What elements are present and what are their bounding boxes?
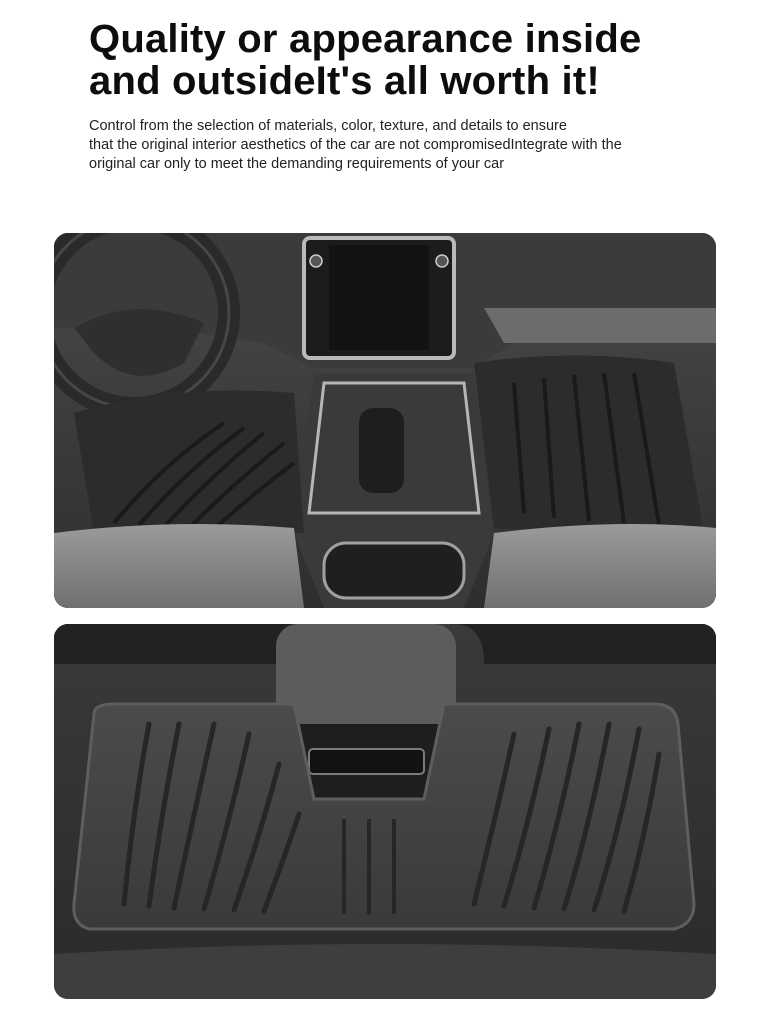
driver-seat xyxy=(54,524,304,608)
rear-console-armrest xyxy=(276,624,456,729)
passenger-seat xyxy=(484,524,716,608)
description-line-3: original car only to meet the demanding requirements of your car xyxy=(89,156,505,172)
description xyxy=(89,117,729,174)
headline xyxy=(89,18,729,102)
rear-seat-cushion xyxy=(54,944,716,999)
headline-line-1: Quality or appearance inside xyxy=(89,17,642,61)
rear-air-vents xyxy=(309,749,424,774)
description-line-2: that the original interior aesthetics of the car are not compromisedIntegrate with the xyxy=(89,137,622,153)
tune-knob xyxy=(436,255,448,267)
rear-cabin-illustration xyxy=(54,624,716,999)
screen-glass xyxy=(329,245,429,350)
dash-trim xyxy=(484,308,716,343)
front-cabin-illustration xyxy=(54,233,716,608)
rear-floor-mat-photo xyxy=(54,624,716,999)
headline-line-2: and outsideIt's all worth it! xyxy=(89,59,600,103)
front-floor-mats-photo xyxy=(54,233,716,608)
driver-floor-mat xyxy=(74,391,304,536)
description-line-1: Control from the selection of materials, color, texture, and details to ensure xyxy=(89,118,567,134)
cup-holder xyxy=(324,543,464,598)
volume-knob xyxy=(310,255,322,267)
gear-shifter xyxy=(359,408,404,493)
